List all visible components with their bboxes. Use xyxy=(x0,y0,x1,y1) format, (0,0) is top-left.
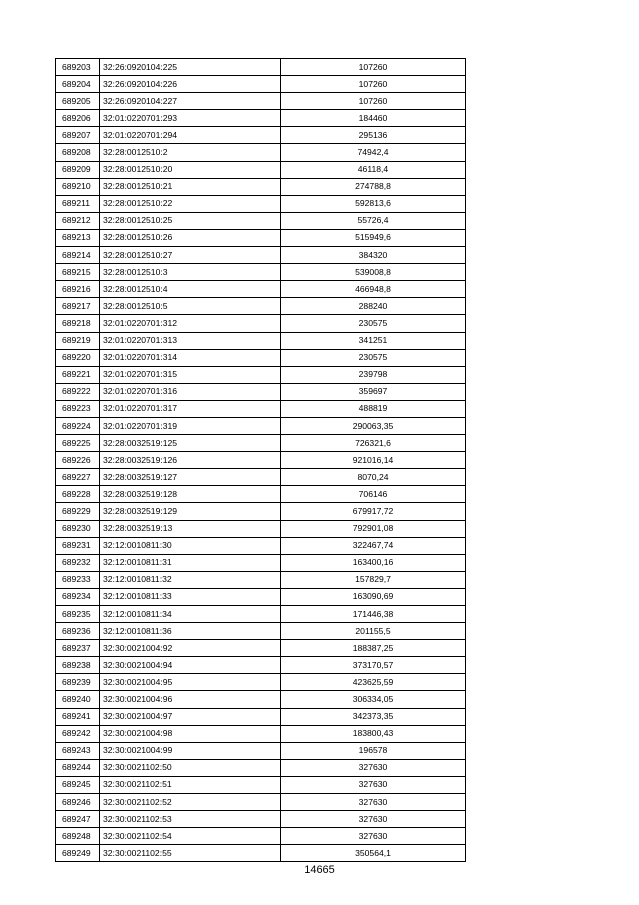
cadastral-value-cell: 592813,6 xyxy=(281,195,466,212)
table-row xyxy=(56,59,466,76)
table-row xyxy=(56,691,466,708)
cadastral-number-cell: 32:01:0220701:293 xyxy=(100,110,281,127)
row-number-cell: 689246 xyxy=(56,794,100,811)
cadastral-value-cell: 46118,4 xyxy=(281,161,466,178)
cadastral-value-cell: 327630 xyxy=(281,759,466,776)
table-row xyxy=(56,144,466,161)
cadastral-number-cell: 32:28:0012510:22 xyxy=(100,195,281,212)
cadastral-value-cell: 157829,7 xyxy=(281,571,466,588)
cadastral-number-cell: 32:01:0220701:315 xyxy=(100,366,281,383)
cadastral-number-cell: 32:30:0021004:92 xyxy=(100,640,281,657)
table-row xyxy=(56,571,466,588)
cadastral-value-cell: 327630 xyxy=(281,776,466,793)
cadastral-number-cell: 32:28:0012510:25 xyxy=(100,212,281,229)
table-row xyxy=(56,588,466,605)
row-number-cell: 689206 xyxy=(56,110,100,127)
row-number-cell: 689223 xyxy=(56,400,100,417)
cadastral-value-cell: 230575 xyxy=(281,349,466,366)
cadastral-number-cell: 32:28:0012510:21 xyxy=(100,178,281,195)
cadastral-value-cell: 107260 xyxy=(281,93,466,110)
table-row xyxy=(56,435,466,452)
cadastral-number-cell: 32:28:0012510:27 xyxy=(100,247,281,264)
table-row xyxy=(56,452,466,469)
cadastral-value-cell: 322467,74 xyxy=(281,537,466,554)
cadastral-number-cell: 32:12:0010811:33 xyxy=(100,588,281,605)
table-row xyxy=(56,811,466,828)
cadastral-value-cell: 163400,16 xyxy=(281,554,466,571)
cadastral-number-cell: 32:12:0010811:36 xyxy=(100,623,281,640)
table-row xyxy=(56,554,466,571)
cadastral-value-cell: 466948,8 xyxy=(281,281,466,298)
table-row xyxy=(56,708,466,725)
cadastral-value-cell: 239798 xyxy=(281,366,466,383)
row-number-cell: 689245 xyxy=(56,776,100,793)
table-row xyxy=(56,400,466,417)
cadastral-value-cell: 8070,24 xyxy=(281,469,466,486)
cadastral-value-table xyxy=(55,58,466,862)
cadastral-number-cell: 32:28:0012510:5 xyxy=(100,298,281,315)
table-row xyxy=(56,366,466,383)
row-number-cell: 689233 xyxy=(56,571,100,588)
table-row xyxy=(56,281,466,298)
table-row xyxy=(56,161,466,178)
cadastral-number-cell: 32:01:0220701:294 xyxy=(100,127,281,144)
row-number-cell: 689209 xyxy=(56,161,100,178)
row-number-cell: 689242 xyxy=(56,725,100,742)
table-row xyxy=(56,93,466,110)
row-number-cell: 689239 xyxy=(56,674,100,691)
cadastral-value-cell: 488819 xyxy=(281,400,466,417)
cadastral-value-cell: 359697 xyxy=(281,383,466,400)
table-row xyxy=(56,110,466,127)
row-number-cell: 689212 xyxy=(56,212,100,229)
row-number-cell: 689241 xyxy=(56,708,100,725)
row-number-cell: 689219 xyxy=(56,332,100,349)
cadastral-number-cell: 32:01:0220701:313 xyxy=(100,332,281,349)
cadastral-value-cell: 290063,35 xyxy=(281,417,466,434)
row-number-cell: 689203 xyxy=(56,59,100,76)
row-number-cell: 689216 xyxy=(56,281,100,298)
table-row xyxy=(56,606,466,623)
cadastral-value-cell: 183800,43 xyxy=(281,725,466,742)
cadastral-number-cell: 32:30:0021102:54 xyxy=(100,828,281,845)
cadastral-number-cell: 32:12:0010811:32 xyxy=(100,571,281,588)
table-row xyxy=(56,383,466,400)
cadastral-value-cell: 792901,08 xyxy=(281,520,466,537)
cadastral-number-cell: 32:30:0021102:51 xyxy=(100,776,281,793)
cadastral-value-cell: 350564,1 xyxy=(281,845,466,862)
row-number-cell: 689247 xyxy=(56,811,100,828)
table-row xyxy=(56,264,466,281)
cadastral-value-cell: 726321,6 xyxy=(281,435,466,452)
table-row xyxy=(56,127,466,144)
table-row xyxy=(56,759,466,776)
cadastral-number-cell: 32:30:0021004:97 xyxy=(100,708,281,725)
cadastral-value-cell: 295136 xyxy=(281,127,466,144)
cadastral-number-cell: 32:12:0010811:30 xyxy=(100,537,281,554)
table-row xyxy=(56,725,466,742)
cadastral-value-cell: 184460 xyxy=(281,110,466,127)
cadastral-value-cell: 107260 xyxy=(281,59,466,76)
row-number-cell: 689214 xyxy=(56,247,100,264)
cadastral-number-cell: 32:26:0920104:225 xyxy=(100,59,281,76)
table-row xyxy=(56,349,466,366)
table-row xyxy=(56,315,466,332)
row-number-cell: 689237 xyxy=(56,640,100,657)
cadastral-number-cell: 32:30:0021102:55 xyxy=(100,845,281,862)
row-number-cell: 689222 xyxy=(56,383,100,400)
row-number-cell: 689235 xyxy=(56,606,100,623)
table-row xyxy=(56,794,466,811)
cadastral-value-cell: 74942,4 xyxy=(281,144,466,161)
row-number-cell: 689243 xyxy=(56,742,100,759)
table-row xyxy=(56,520,466,537)
row-number-cell: 689238 xyxy=(56,657,100,674)
cadastral-number-cell: 32:30:0021004:98 xyxy=(100,725,281,742)
cadastral-number-cell: 32:28:0032519:126 xyxy=(100,452,281,469)
cadastral-value-cell: 306334,05 xyxy=(281,691,466,708)
row-number-cell: 689232 xyxy=(56,554,100,571)
cadastral-number-cell: 32:30:0021004:96 xyxy=(100,691,281,708)
table-row xyxy=(56,332,466,349)
table-row xyxy=(56,417,466,434)
row-number-cell: 689217 xyxy=(56,298,100,315)
row-number-cell: 689228 xyxy=(56,486,100,503)
row-number-cell: 689220 xyxy=(56,349,100,366)
row-number-cell: 689249 xyxy=(56,845,100,862)
cadastral-value-cell: 515949,6 xyxy=(281,229,466,246)
table-row xyxy=(56,298,466,315)
cadastral-value-cell: 274788,8 xyxy=(281,178,466,195)
cadastral-number-cell: 32:01:0220701:317 xyxy=(100,400,281,417)
cadastral-number-cell: 32:01:0220701:312 xyxy=(100,315,281,332)
cadastral-value-cell: 327630 xyxy=(281,794,466,811)
cadastral-value-cell: 230575 xyxy=(281,315,466,332)
row-number-cell: 689205 xyxy=(56,93,100,110)
cadastral-number-cell: 32:30:0021004:95 xyxy=(100,674,281,691)
cadastral-value-cell: 373170,57 xyxy=(281,657,466,674)
table-row xyxy=(56,76,466,93)
cadastral-number-cell: 32:28:0012510:3 xyxy=(100,264,281,281)
row-number-cell: 689213 xyxy=(56,229,100,246)
cadastral-number-cell: 32:01:0220701:314 xyxy=(100,349,281,366)
cadastral-number-cell: 32:01:0220701:319 xyxy=(100,417,281,434)
table-row xyxy=(56,212,466,229)
row-number-cell: 689218 xyxy=(56,315,100,332)
table-row xyxy=(56,195,466,212)
table-row xyxy=(56,776,466,793)
row-number-cell: 689230 xyxy=(56,520,100,537)
table-row xyxy=(56,623,466,640)
cadastral-number-cell: 32:28:0032519:125 xyxy=(100,435,281,452)
cadastral-number-cell: 32:01:0220701:316 xyxy=(100,383,281,400)
table-row xyxy=(56,247,466,264)
table-row xyxy=(56,742,466,759)
row-number-cell: 689215 xyxy=(56,264,100,281)
row-number-cell: 689225 xyxy=(56,435,100,452)
row-number-cell: 689204 xyxy=(56,76,100,93)
cadastral-number-cell: 32:12:0010811:31 xyxy=(100,554,281,571)
cadastral-value-cell: 163090,69 xyxy=(281,588,466,605)
cadastral-value-cell: 171446,38 xyxy=(281,606,466,623)
cadastral-value-cell: 539008,8 xyxy=(281,264,466,281)
table-body xyxy=(56,59,466,862)
cadastral-value-cell: 423625,59 xyxy=(281,674,466,691)
cadastral-value-cell: 679917,72 xyxy=(281,503,466,520)
cadastral-number-cell: 32:28:0032519:128 xyxy=(100,486,281,503)
cadastral-number-cell: 32:28:0012510:2 xyxy=(100,144,281,161)
cadastral-value-cell: 188387,25 xyxy=(281,640,466,657)
cadastral-value-cell: 288240 xyxy=(281,298,466,315)
cadastral-number-cell: 32:30:0021102:53 xyxy=(100,811,281,828)
table-row xyxy=(56,486,466,503)
table-row xyxy=(56,178,466,195)
cadastral-number-cell: 32:28:0012510:26 xyxy=(100,229,281,246)
row-number-cell: 689229 xyxy=(56,503,100,520)
row-number-cell: 689211 xyxy=(56,195,100,212)
cadastral-number-cell: 32:28:0032519:129 xyxy=(100,503,281,520)
row-number-cell: 689236 xyxy=(56,623,100,640)
cadastral-value-cell: 201155,5 xyxy=(281,623,466,640)
cadastral-number-cell: 32:26:0920104:226 xyxy=(100,76,281,93)
cadastral-value-cell: 327630 xyxy=(281,828,466,845)
cadastral-number-cell: 32:28:0032519:13 xyxy=(100,520,281,537)
cadastral-number-cell: 32:30:0021102:52 xyxy=(100,794,281,811)
cadastral-number-cell: 32:28:0032519:127 xyxy=(100,469,281,486)
cadastral-value-cell: 706146 xyxy=(281,486,466,503)
cadastral-value-cell: 342373,35 xyxy=(281,708,466,725)
cadastral-number-cell: 32:30:0021004:94 xyxy=(100,657,281,674)
cadastral-number-cell: 32:28:0012510:20 xyxy=(100,161,281,178)
table-row xyxy=(56,469,466,486)
cadastral-number-cell: 32:28:0012510:4 xyxy=(100,281,281,298)
page-number: 14665 xyxy=(304,864,335,876)
cadastral-value-cell: 107260 xyxy=(281,76,466,93)
cadastral-value-cell: 55726,4 xyxy=(281,212,466,229)
table-row xyxy=(56,537,466,554)
table-row xyxy=(56,674,466,691)
cadastral-value-cell: 341251 xyxy=(281,332,466,349)
row-number-cell: 689248 xyxy=(56,828,100,845)
table-row xyxy=(56,828,466,845)
row-number-cell: 689244 xyxy=(56,759,100,776)
cadastral-number-cell: 32:26:0920104:227 xyxy=(100,93,281,110)
row-number-cell: 689231 xyxy=(56,537,100,554)
cadastral-number-cell: 32:12:0010811:34 xyxy=(100,606,281,623)
row-number-cell: 689240 xyxy=(56,691,100,708)
cadastral-value-cell: 327630 xyxy=(281,811,466,828)
table-row xyxy=(56,657,466,674)
table-row xyxy=(56,503,466,520)
row-number-cell: 689226 xyxy=(56,452,100,469)
row-number-cell: 689210 xyxy=(56,178,100,195)
row-number-cell: 689227 xyxy=(56,469,100,486)
table-row xyxy=(56,845,466,862)
row-number-cell: 689208 xyxy=(56,144,100,161)
cadastral-value-cell: 921016,14 xyxy=(281,452,466,469)
cadastral-value-cell: 384320 xyxy=(281,247,466,264)
row-number-cell: 689207 xyxy=(56,127,100,144)
row-number-cell: 689234 xyxy=(56,588,100,605)
cadastral-number-cell: 32:30:0021102:50 xyxy=(100,759,281,776)
table-row xyxy=(56,229,466,246)
cadastral-value-cell: 196578 xyxy=(281,742,466,759)
row-number-cell: 689224 xyxy=(56,417,100,434)
cadastral-number-cell: 32:30:0021004:99 xyxy=(100,742,281,759)
table-row xyxy=(56,640,466,657)
row-number-cell: 689221 xyxy=(56,366,100,383)
